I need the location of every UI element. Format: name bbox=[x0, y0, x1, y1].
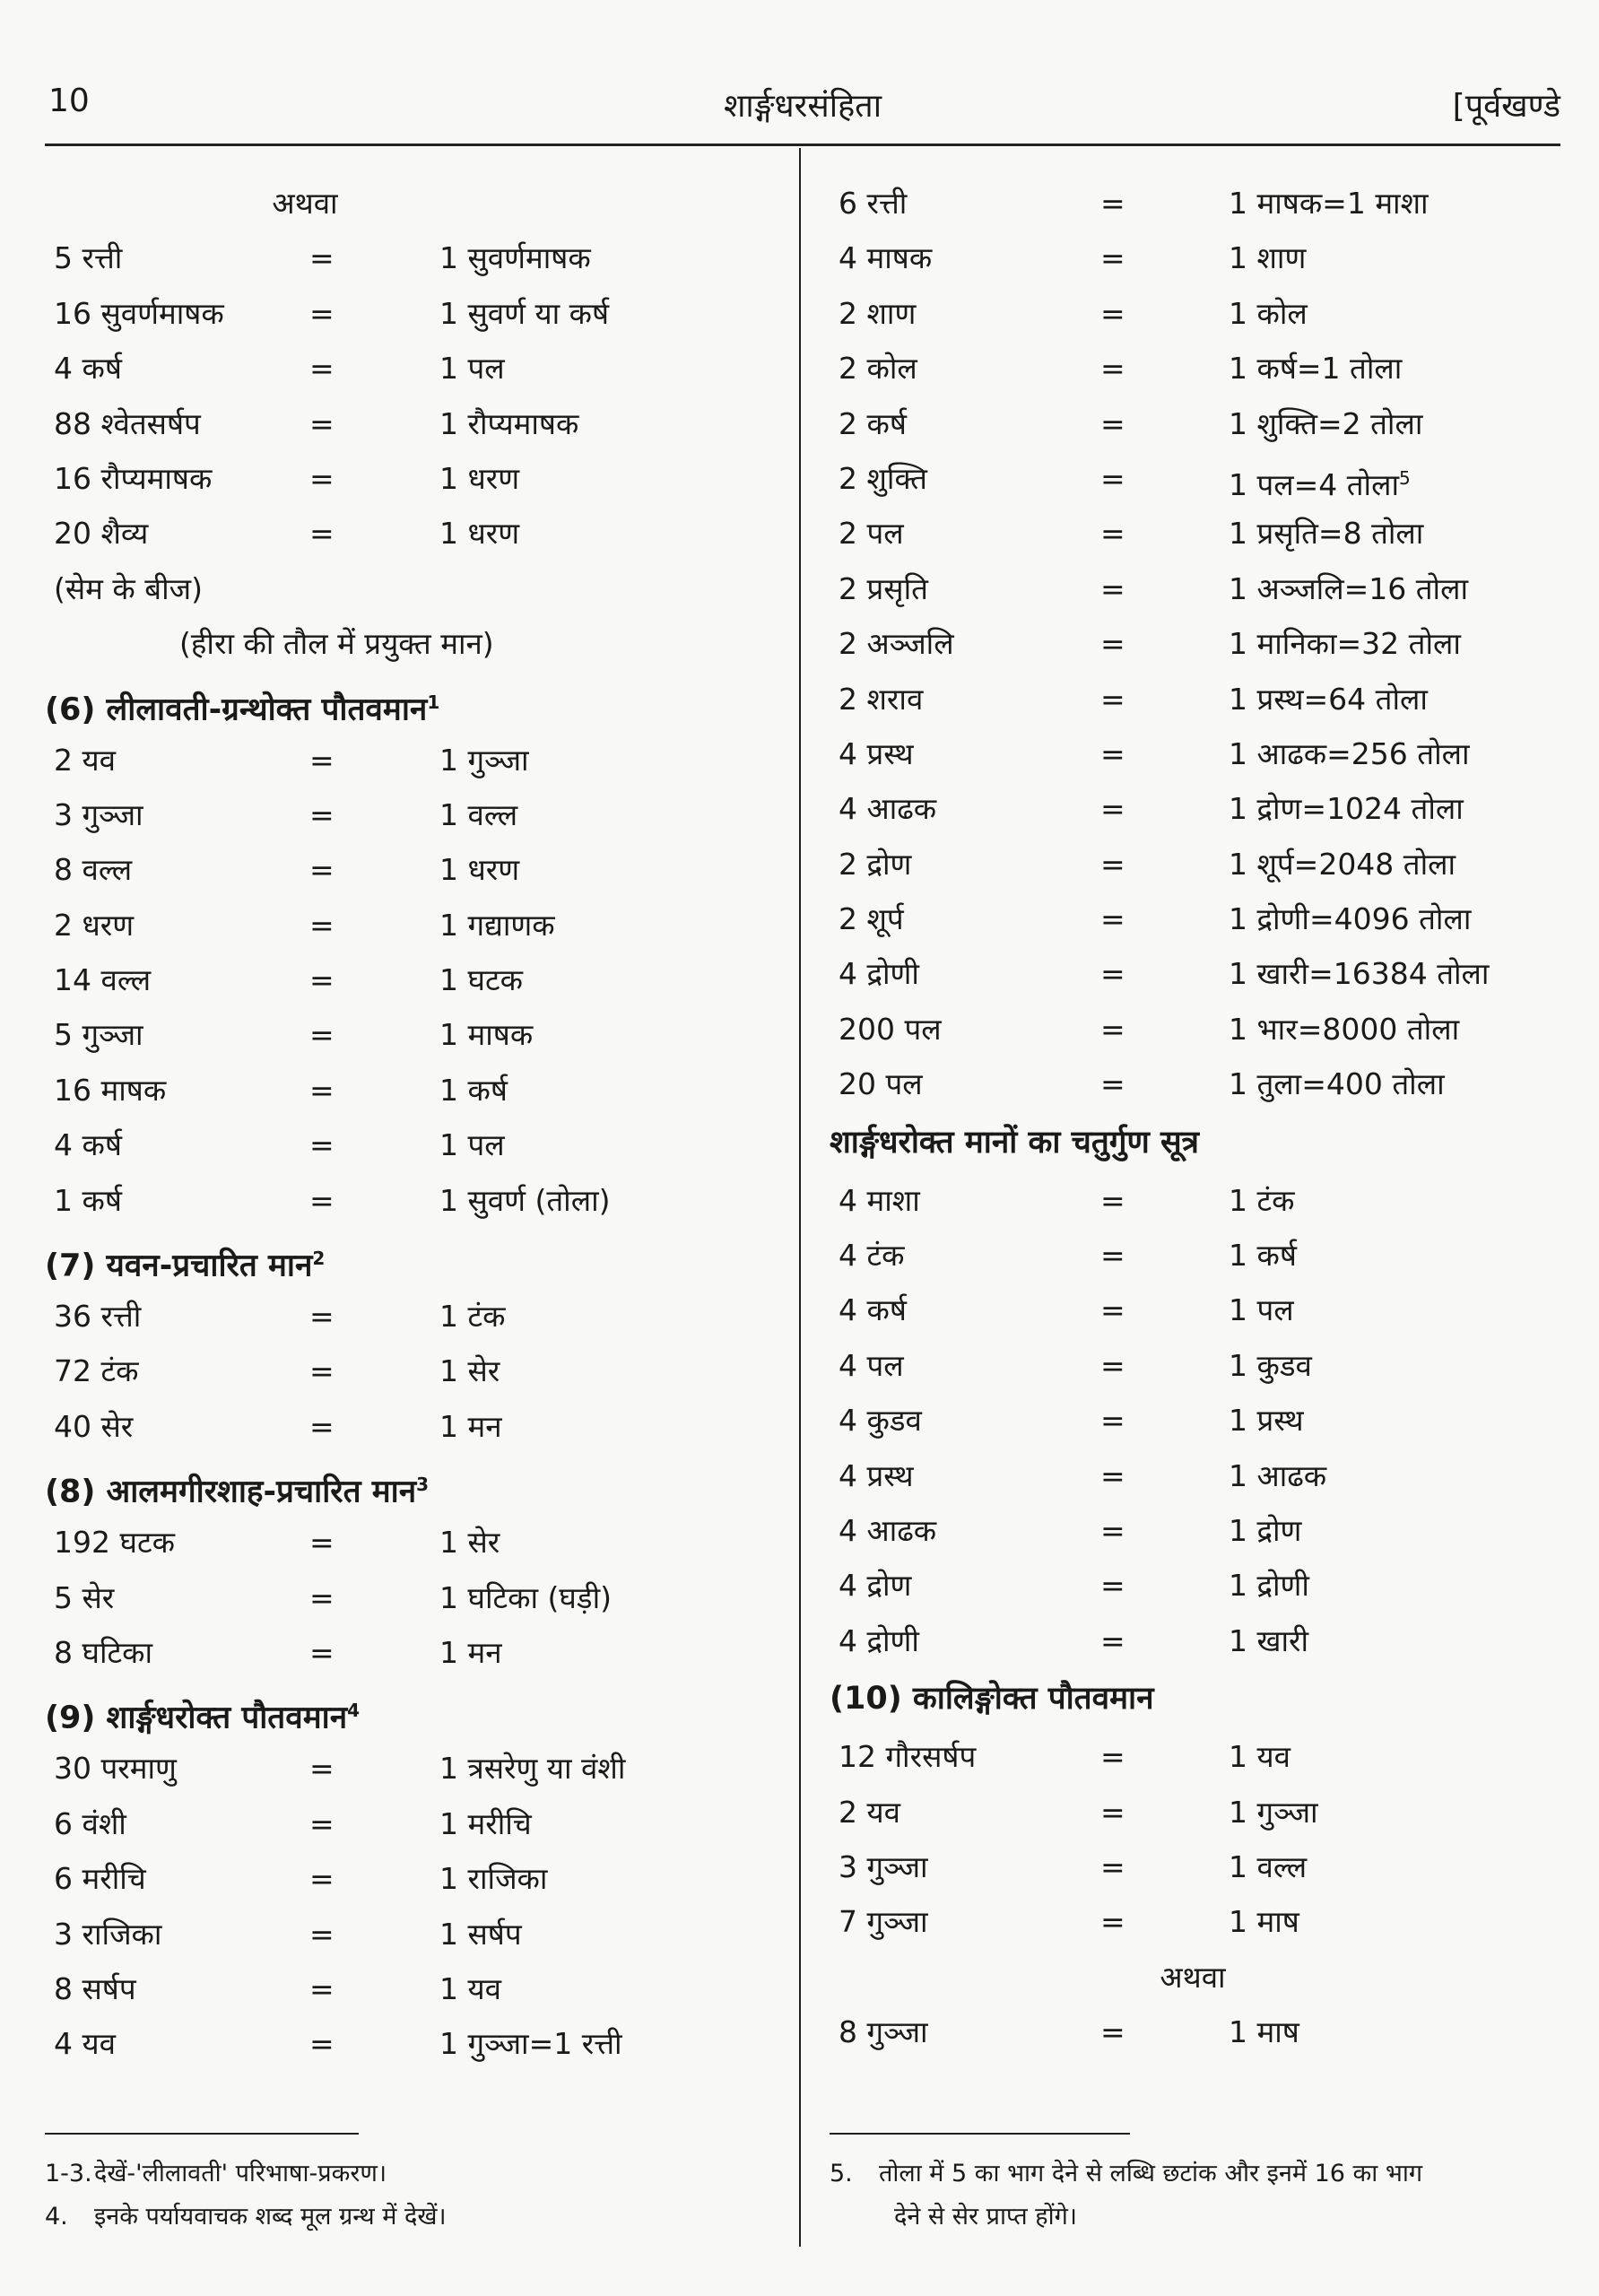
equivalent-cell: 1 गुञ्जा=1 रत्ती bbox=[439, 2026, 622, 2062]
seed-note: (सेम के बीज) bbox=[54, 570, 203, 606]
quantity-cell: 8 सर्षप bbox=[54, 1970, 136, 2006]
quantity-cell: 6 रत्ती bbox=[839, 186, 908, 221]
footnote-4: 4. इनके पर्यायवाचक शब्द मूल ग्रन्थ में देखें। bbox=[45, 2203, 447, 2231]
equals-sign: = bbox=[309, 1353, 335, 1389]
equivalent-cell: 1 भार=8000 तोला bbox=[1229, 1011, 1460, 1047]
table-group-chaturgun bbox=[830, 1173, 1556, 1669]
table-row bbox=[45, 1173, 780, 1228]
table-row bbox=[45, 1907, 780, 1961]
quantity-cell: 20 शैव्य bbox=[54, 516, 149, 552]
equivalent-cell: 1 आढक=256 तोला bbox=[1229, 735, 1470, 771]
equals-sign: = bbox=[309, 1127, 335, 1163]
footnotes-right bbox=[830, 2152, 1565, 2239]
equals-sign: = bbox=[1100, 735, 1125, 771]
quantity-cell: 2 शाण bbox=[839, 295, 917, 331]
quantity-cell: 8 गुञ्जा bbox=[839, 2014, 928, 2050]
quantity-cell: 4 यव bbox=[54, 2026, 116, 2062]
table-row bbox=[830, 1283, 1556, 1337]
table-row bbox=[45, 1118, 780, 1172]
table-row bbox=[830, 286, 1556, 341]
equals-sign: = bbox=[1100, 1904, 1125, 1940]
equals-sign: = bbox=[309, 240, 335, 276]
table-row bbox=[45, 1007, 780, 1062]
equivalent-cell: 1 सेर bbox=[439, 1353, 500, 1389]
quantity-cell: 16 सुवर्णमाषक bbox=[54, 295, 224, 331]
table-row bbox=[45, 451, 780, 506]
quantity-cell: 4 द्रोणी bbox=[839, 1622, 919, 1658]
table-group-6 bbox=[45, 733, 780, 1229]
quantity-cell: 4 द्रोणी bbox=[839, 956, 919, 992]
equivalent-cell: 1 घटिका (घड़ी) bbox=[439, 1579, 613, 1615]
right-column bbox=[830, 176, 1556, 2060]
equivalent-cell: 1 कर्ष bbox=[1229, 1238, 1297, 1274]
table-row bbox=[45, 1289, 780, 1344]
section-heading-8: (8) आलमगीरशाह-प्रचारित मान$^3$ bbox=[45, 1474, 430, 1510]
left-column bbox=[45, 176, 780, 2072]
quantity-cell: 20 पल bbox=[839, 1066, 923, 1102]
equals-sign: = bbox=[309, 460, 335, 496]
page-header bbox=[45, 83, 1560, 129]
equals-sign: = bbox=[309, 1182, 335, 1218]
table-row bbox=[45, 2016, 780, 2071]
quantity-cell: 8 घटिका bbox=[54, 1634, 153, 1670]
quantity-cell: 4 द्रोण bbox=[839, 1568, 912, 1604]
table-row bbox=[45, 952, 780, 1007]
table-row bbox=[830, 1173, 1556, 1228]
quantity-cell: 8 वल्ल bbox=[54, 852, 133, 888]
section-label: [पूर्वखण्डे bbox=[1452, 88, 1560, 125]
equals-sign: = bbox=[309, 1408, 335, 1444]
quantity-cell: 2 प्रसृति bbox=[839, 570, 928, 606]
equals-sign: = bbox=[1100, 1794, 1125, 1830]
table-row bbox=[45, 1625, 780, 1680]
equivalent-cell: 1 सुवर्णमाषक bbox=[439, 240, 591, 276]
quantity-cell: 4 पल bbox=[839, 1347, 904, 1383]
quantity-cell: 4 आढक bbox=[839, 791, 937, 827]
equivalent-cell: 1 कोल bbox=[1229, 295, 1308, 331]
table-row bbox=[45, 286, 780, 341]
table-row bbox=[830, 506, 1556, 561]
equals-sign: = bbox=[309, 1525, 335, 1561]
equivalent-cell: 1 पल=4 तोला$^5$ bbox=[1229, 466, 1411, 502]
equals-sign: = bbox=[1100, 405, 1125, 441]
equals-sign: = bbox=[1100, 1238, 1125, 1274]
equivalent-cell: 1 सर्षप bbox=[439, 1916, 522, 1952]
equivalent-cell: 1 कर्ष=1 तोला bbox=[1229, 351, 1403, 387]
table-row bbox=[45, 1344, 780, 1398]
equivalent-cell: 1 द्रोणी bbox=[1229, 1568, 1309, 1604]
equals-sign: = bbox=[1100, 1512, 1125, 1548]
quantity-cell: 30 परमाणु bbox=[54, 1751, 177, 1787]
quantity-cell: 2 शुक्ति bbox=[839, 460, 927, 496]
equals-sign: = bbox=[1100, 901, 1125, 937]
quantity-cell: 1 कर्ष bbox=[54, 1182, 122, 1218]
equivalent-cell: 1 माषक=1 माशा bbox=[1229, 186, 1429, 221]
running-title: शार्ङ्गधरसंहिता bbox=[723, 88, 882, 125]
footnote-rule-left bbox=[45, 2133, 359, 2135]
footnotes-left bbox=[45, 2152, 762, 2239]
quantity-cell: 2 कोल bbox=[839, 351, 917, 387]
equivalent-cell: 1 माष bbox=[1229, 2014, 1299, 2050]
equals-sign: = bbox=[309, 1017, 335, 1053]
equals-sign: = bbox=[309, 1970, 335, 2006]
equals-sign: = bbox=[1100, 2014, 1125, 2050]
quantity-cell: 2 शूर्प bbox=[839, 901, 904, 937]
equals-sign: = bbox=[1100, 1066, 1125, 1102]
table-row bbox=[45, 506, 780, 561]
equivalent-cell: 1 मानिका=32 तोला bbox=[1229, 626, 1461, 662]
table-row bbox=[830, 1002, 1556, 1057]
equals-sign: = bbox=[1100, 1848, 1125, 1884]
table-group-10b bbox=[830, 2005, 1556, 2059]
equals-sign: = bbox=[1100, 956, 1125, 992]
equivalent-cell: 1 राजिका bbox=[439, 1861, 548, 1897]
equivalent-cell: 1 वल्ल bbox=[439, 796, 518, 832]
footnote-1-3: 1-3.देखें-'लीलावती' परिभाषा-प्रकरण। bbox=[45, 2160, 387, 2187]
table-row bbox=[830, 891, 1556, 946]
equivalent-cell: 1 द्रोण bbox=[1229, 1512, 1302, 1548]
equals-sign: = bbox=[309, 1579, 335, 1615]
quantity-cell: 7 गुञ्जा bbox=[839, 1904, 928, 1940]
equivalent-cell: 1 प्रसृति=8 तोला bbox=[1229, 516, 1424, 552]
table-row bbox=[830, 781, 1556, 836]
equals-sign: = bbox=[1100, 791, 1125, 827]
equivalent-cell: 1 मरीचि bbox=[439, 1805, 532, 1841]
table-row bbox=[830, 1228, 1556, 1283]
table-row bbox=[830, 396, 1556, 451]
equals-sign: = bbox=[309, 1805, 335, 1841]
athva-label-right: अथवा bbox=[1160, 1959, 1226, 1995]
equivalent-cell: 1 द्रोणी=4096 तोला bbox=[1229, 901, 1472, 937]
table-row bbox=[830, 1729, 1556, 1784]
quantity-cell: 4 टंक bbox=[839, 1238, 905, 1274]
equals-sign: = bbox=[1100, 1568, 1125, 1604]
equals-sign: = bbox=[1100, 846, 1125, 882]
equivalent-cell: 1 कुडव bbox=[1229, 1347, 1312, 1383]
quantity-cell: 5 गुञ्जा bbox=[54, 1017, 143, 1053]
equivalent-cell: 1 पल bbox=[1229, 1292, 1294, 1328]
quantity-cell: 3 राजिका bbox=[54, 1916, 162, 1952]
table-row bbox=[45, 396, 780, 451]
equals-sign: = bbox=[1100, 351, 1125, 387]
equals-sign: = bbox=[1100, 516, 1125, 552]
equivalent-cell: 1 धरण bbox=[439, 852, 520, 888]
equivalent-cell: 1 धरण bbox=[439, 460, 520, 496]
equals-sign: = bbox=[1100, 1182, 1125, 1218]
equivalent-cell: 1 कर्ष bbox=[439, 1072, 508, 1108]
equals-sign: = bbox=[1100, 1403, 1125, 1439]
equals-sign: = bbox=[309, 742, 335, 778]
equivalent-cell: 1 रौप्यमाषक bbox=[439, 405, 579, 441]
table-group-10 bbox=[830, 1729, 1556, 1950]
quantity-cell: 72 टंक bbox=[54, 1353, 139, 1389]
equals-sign: = bbox=[1100, 186, 1125, 221]
table-row bbox=[830, 946, 1556, 1001]
table-row bbox=[45, 1851, 780, 1906]
quantity-cell: 2 अञ्जलि bbox=[839, 626, 954, 662]
quantity-cell: 4 आढक bbox=[839, 1512, 937, 1548]
equals-sign: = bbox=[1100, 240, 1125, 276]
table-row bbox=[830, 616, 1556, 671]
quantity-cell: 88 श्वेतसर्षप bbox=[54, 405, 201, 441]
table-row bbox=[45, 1570, 780, 1625]
equivalent-cell: 1 माषक bbox=[439, 1017, 534, 1053]
equivalent-cell: 1 टंक bbox=[439, 1299, 506, 1335]
quantity-cell: 3 गुञ्जा bbox=[54, 796, 143, 832]
section-heading-7: (7) यवन-प्रचारित मान$^2$ bbox=[45, 1248, 326, 1284]
table-row bbox=[830, 1338, 1556, 1393]
equals-sign: = bbox=[1100, 295, 1125, 331]
table-row bbox=[830, 837, 1556, 891]
equivalent-cell: 1 पल bbox=[439, 1127, 505, 1163]
equivalent-cell: 1 यव bbox=[1229, 1739, 1290, 1775]
table-group-9-continued bbox=[830, 176, 1556, 1112]
equivalent-cell: 1 प्रस्थ=64 तोला bbox=[1229, 681, 1428, 717]
table-row bbox=[830, 2005, 1556, 2059]
equals-sign: = bbox=[309, 1916, 335, 1952]
equivalent-cell: 1 मन bbox=[439, 1634, 502, 1670]
table-row bbox=[45, 1796, 780, 1851]
equals-sign: = bbox=[1100, 460, 1125, 496]
table-row bbox=[830, 726, 1556, 781]
section-heading-chaturgun: शार्ङ्गधरोक्त मानों का चतुर्गुण सूत्र bbox=[830, 1124, 1199, 1161]
equals-sign: = bbox=[1100, 1011, 1125, 1047]
equivalent-cell: 1 वल्ल bbox=[1229, 1848, 1308, 1884]
table-row bbox=[830, 451, 1556, 506]
equals-sign: = bbox=[1100, 570, 1125, 606]
quantity-cell: 2 यव bbox=[54, 742, 116, 778]
table-row bbox=[45, 842, 780, 897]
equals-sign: = bbox=[309, 1299, 335, 1335]
footnote-5: 5. तोला में 5 का भाग देने से लब्धि छटांक और इनमें 16 का भाग bbox=[830, 2160, 1423, 2187]
column-divider bbox=[799, 148, 801, 2247]
equals-sign: = bbox=[1100, 1292, 1125, 1328]
table-row bbox=[830, 1057, 1556, 1111]
footnote-5-continued: देने से सेर प्राप्त होंगे। bbox=[894, 2203, 1078, 2231]
equals-sign: = bbox=[309, 1751, 335, 1787]
equals-sign: = bbox=[1100, 626, 1125, 662]
table-row bbox=[45, 1741, 780, 1796]
footnote-marker: 5 bbox=[1399, 466, 1411, 489]
quantity-cell: 4 कर्ष bbox=[54, 1127, 122, 1163]
equivalent-cell: 1 द्रोण=1024 तोला bbox=[1229, 791, 1464, 827]
table-group-7 bbox=[45, 1289, 780, 1454]
equivalent-cell: 1 गुञ्जा bbox=[439, 742, 529, 778]
quantity-cell: 4 कर्ष bbox=[54, 351, 122, 387]
section-heading-10: (10) कालिङ्गोक्त पौतवमान bbox=[830, 1681, 1154, 1718]
equals-sign: = bbox=[309, 351, 335, 387]
equivalent-cell: 1 मन bbox=[439, 1408, 502, 1444]
equals-sign: = bbox=[309, 405, 335, 441]
quantity-cell: 4 कुडव bbox=[839, 1403, 922, 1439]
equals-sign: = bbox=[309, 962, 335, 998]
quantity-cell: 4 कर्ष bbox=[839, 1292, 907, 1328]
equivalent-cell: 1 खारी bbox=[1229, 1622, 1309, 1658]
equivalent-cell: 1 सुवर्ण (तोला) bbox=[439, 1182, 611, 1218]
equals-sign: = bbox=[309, 1861, 335, 1897]
table-row bbox=[830, 1503, 1556, 1558]
table-row bbox=[45, 733, 780, 787]
table-group-1 bbox=[45, 230, 780, 561]
table-row bbox=[830, 672, 1556, 726]
header-rule bbox=[45, 144, 1560, 146]
diamond-note: (हीरा की तौल में प्रयुक्त मान) bbox=[179, 626, 494, 662]
equals-sign: = bbox=[1100, 1739, 1125, 1775]
equivalent-cell: 1 गद्याणक bbox=[439, 907, 555, 943]
table-row bbox=[830, 341, 1556, 396]
quantity-cell: 2 द्रोण bbox=[839, 846, 912, 882]
quantity-cell: 2 शराव bbox=[839, 681, 924, 717]
footnote-rule-right bbox=[830, 2133, 1130, 2135]
equals-sign: = bbox=[309, 295, 335, 331]
equivalent-cell: 1 खारी=16384 तोला bbox=[1229, 956, 1490, 992]
table-row bbox=[45, 341, 780, 396]
quantity-cell: 16 माषक bbox=[54, 1072, 167, 1108]
table-row bbox=[45, 1961, 780, 2016]
athva-label: अथवा bbox=[272, 186, 338, 221]
equivalent-cell: 1 प्रस्थ bbox=[1229, 1403, 1304, 1439]
table-row bbox=[45, 787, 780, 842]
quantity-cell: 4 माशा bbox=[839, 1182, 920, 1218]
equals-sign: = bbox=[309, 2026, 335, 2062]
table-row bbox=[830, 1558, 1556, 1613]
quantity-cell: 36 रत्ती bbox=[54, 1299, 142, 1335]
table-row bbox=[830, 561, 1556, 616]
equivalent-cell: 1 त्रसरेणु या वंशी bbox=[439, 1751, 626, 1787]
equivalent-cell: 1 गुञ्जा bbox=[1229, 1794, 1318, 1830]
equivalent-cell: 1 माष bbox=[1229, 1904, 1299, 1940]
table-row bbox=[830, 1839, 1556, 1894]
section-heading-9: (9) शार्ङ्गधरोक्त पौतवमान$^4$ bbox=[45, 1700, 361, 1737]
quantity-cell: 2 पल bbox=[839, 516, 904, 552]
quantity-cell: 6 मरीचि bbox=[54, 1861, 146, 1897]
quantity-cell: 2 कर्ष bbox=[839, 405, 907, 441]
equals-sign: = bbox=[309, 852, 335, 888]
quantity-cell: 4 प्रस्थ bbox=[839, 1457, 914, 1493]
table-row bbox=[830, 1785, 1556, 1839]
equivalent-cell: 1 शूर्प=2048 तोला bbox=[1229, 846, 1456, 882]
equals-sign: = bbox=[1100, 1622, 1125, 1658]
equals-sign: = bbox=[309, 907, 335, 943]
equals-sign: = bbox=[309, 1072, 335, 1108]
table-row bbox=[830, 176, 1556, 230]
equivalent-cell: 1 तुला=400 तोला bbox=[1229, 1066, 1445, 1102]
equivalent-cell: 1 सेर bbox=[439, 1525, 500, 1561]
quantity-cell: 6 वंशी bbox=[54, 1805, 126, 1841]
quantity-cell: 14 वल्ल bbox=[54, 962, 152, 998]
quantity-cell: 5 रत्ती bbox=[54, 240, 123, 276]
table-row bbox=[45, 1515, 780, 1570]
equals-sign: = bbox=[309, 516, 335, 552]
quantity-cell: 3 गुञ्जा bbox=[839, 1848, 928, 1884]
equivalent-cell: 1 अञ्जलि=16 तोला bbox=[1229, 570, 1469, 606]
equivalent-cell: 1 सुवर्ण या कर्ष bbox=[439, 295, 610, 331]
quantity-cell: 5 सेर bbox=[54, 1579, 115, 1615]
equals-sign: = bbox=[309, 1634, 335, 1670]
table-group-9 bbox=[45, 1741, 780, 2071]
equivalent-cell: 1 टंक bbox=[1229, 1182, 1295, 1218]
equivalent-cell: 1 आढक bbox=[1229, 1457, 1327, 1493]
equals-sign: = bbox=[309, 796, 335, 832]
equals-sign: = bbox=[1100, 1457, 1125, 1493]
table-row bbox=[830, 1613, 1556, 1668]
quantity-cell: 4 प्रस्थ bbox=[839, 735, 914, 771]
equivalent-cell: 1 घटक bbox=[439, 962, 523, 998]
table-row bbox=[45, 1399, 780, 1454]
table-row bbox=[830, 1894, 1556, 1949]
equals-sign: = bbox=[1100, 681, 1125, 717]
table-row bbox=[45, 898, 780, 952]
table-row bbox=[830, 1448, 1556, 1503]
quantity-cell: 4 माषक bbox=[839, 240, 933, 276]
equals-sign: = bbox=[1100, 1347, 1125, 1383]
quantity-cell: 40 सेर bbox=[54, 1408, 134, 1444]
quantity-cell: 2 धरण bbox=[54, 907, 135, 943]
table-row bbox=[830, 230, 1556, 285]
table-row bbox=[45, 1063, 780, 1118]
quantity-cell: 192 घटक bbox=[54, 1525, 175, 1561]
quantity-cell: 200 पल bbox=[839, 1011, 942, 1047]
equivalent-cell: 1 यव bbox=[439, 1970, 501, 2006]
equivalent-cell: 1 शुक्ति=2 तोला bbox=[1229, 405, 1423, 441]
quantity-cell: 16 रौप्यमाषक bbox=[54, 460, 213, 496]
quantity-cell: 2 यव bbox=[839, 1794, 900, 1830]
equivalent-cell: 1 धरण bbox=[439, 516, 520, 552]
table-group-8 bbox=[45, 1515, 780, 1680]
page-number: 10 bbox=[48, 83, 90, 119]
section-heading-6: (6) लीलावती-ग्रन्थोक्त पौतवमान$^1$ bbox=[45, 691, 440, 728]
table-row bbox=[830, 1393, 1556, 1448]
equivalent-cell: 1 पल bbox=[439, 351, 505, 387]
quantity-cell: 12 गौरसर्षप bbox=[839, 1739, 977, 1775]
equivalent-cell: 1 शाण bbox=[1229, 240, 1307, 276]
table-row bbox=[45, 230, 780, 285]
